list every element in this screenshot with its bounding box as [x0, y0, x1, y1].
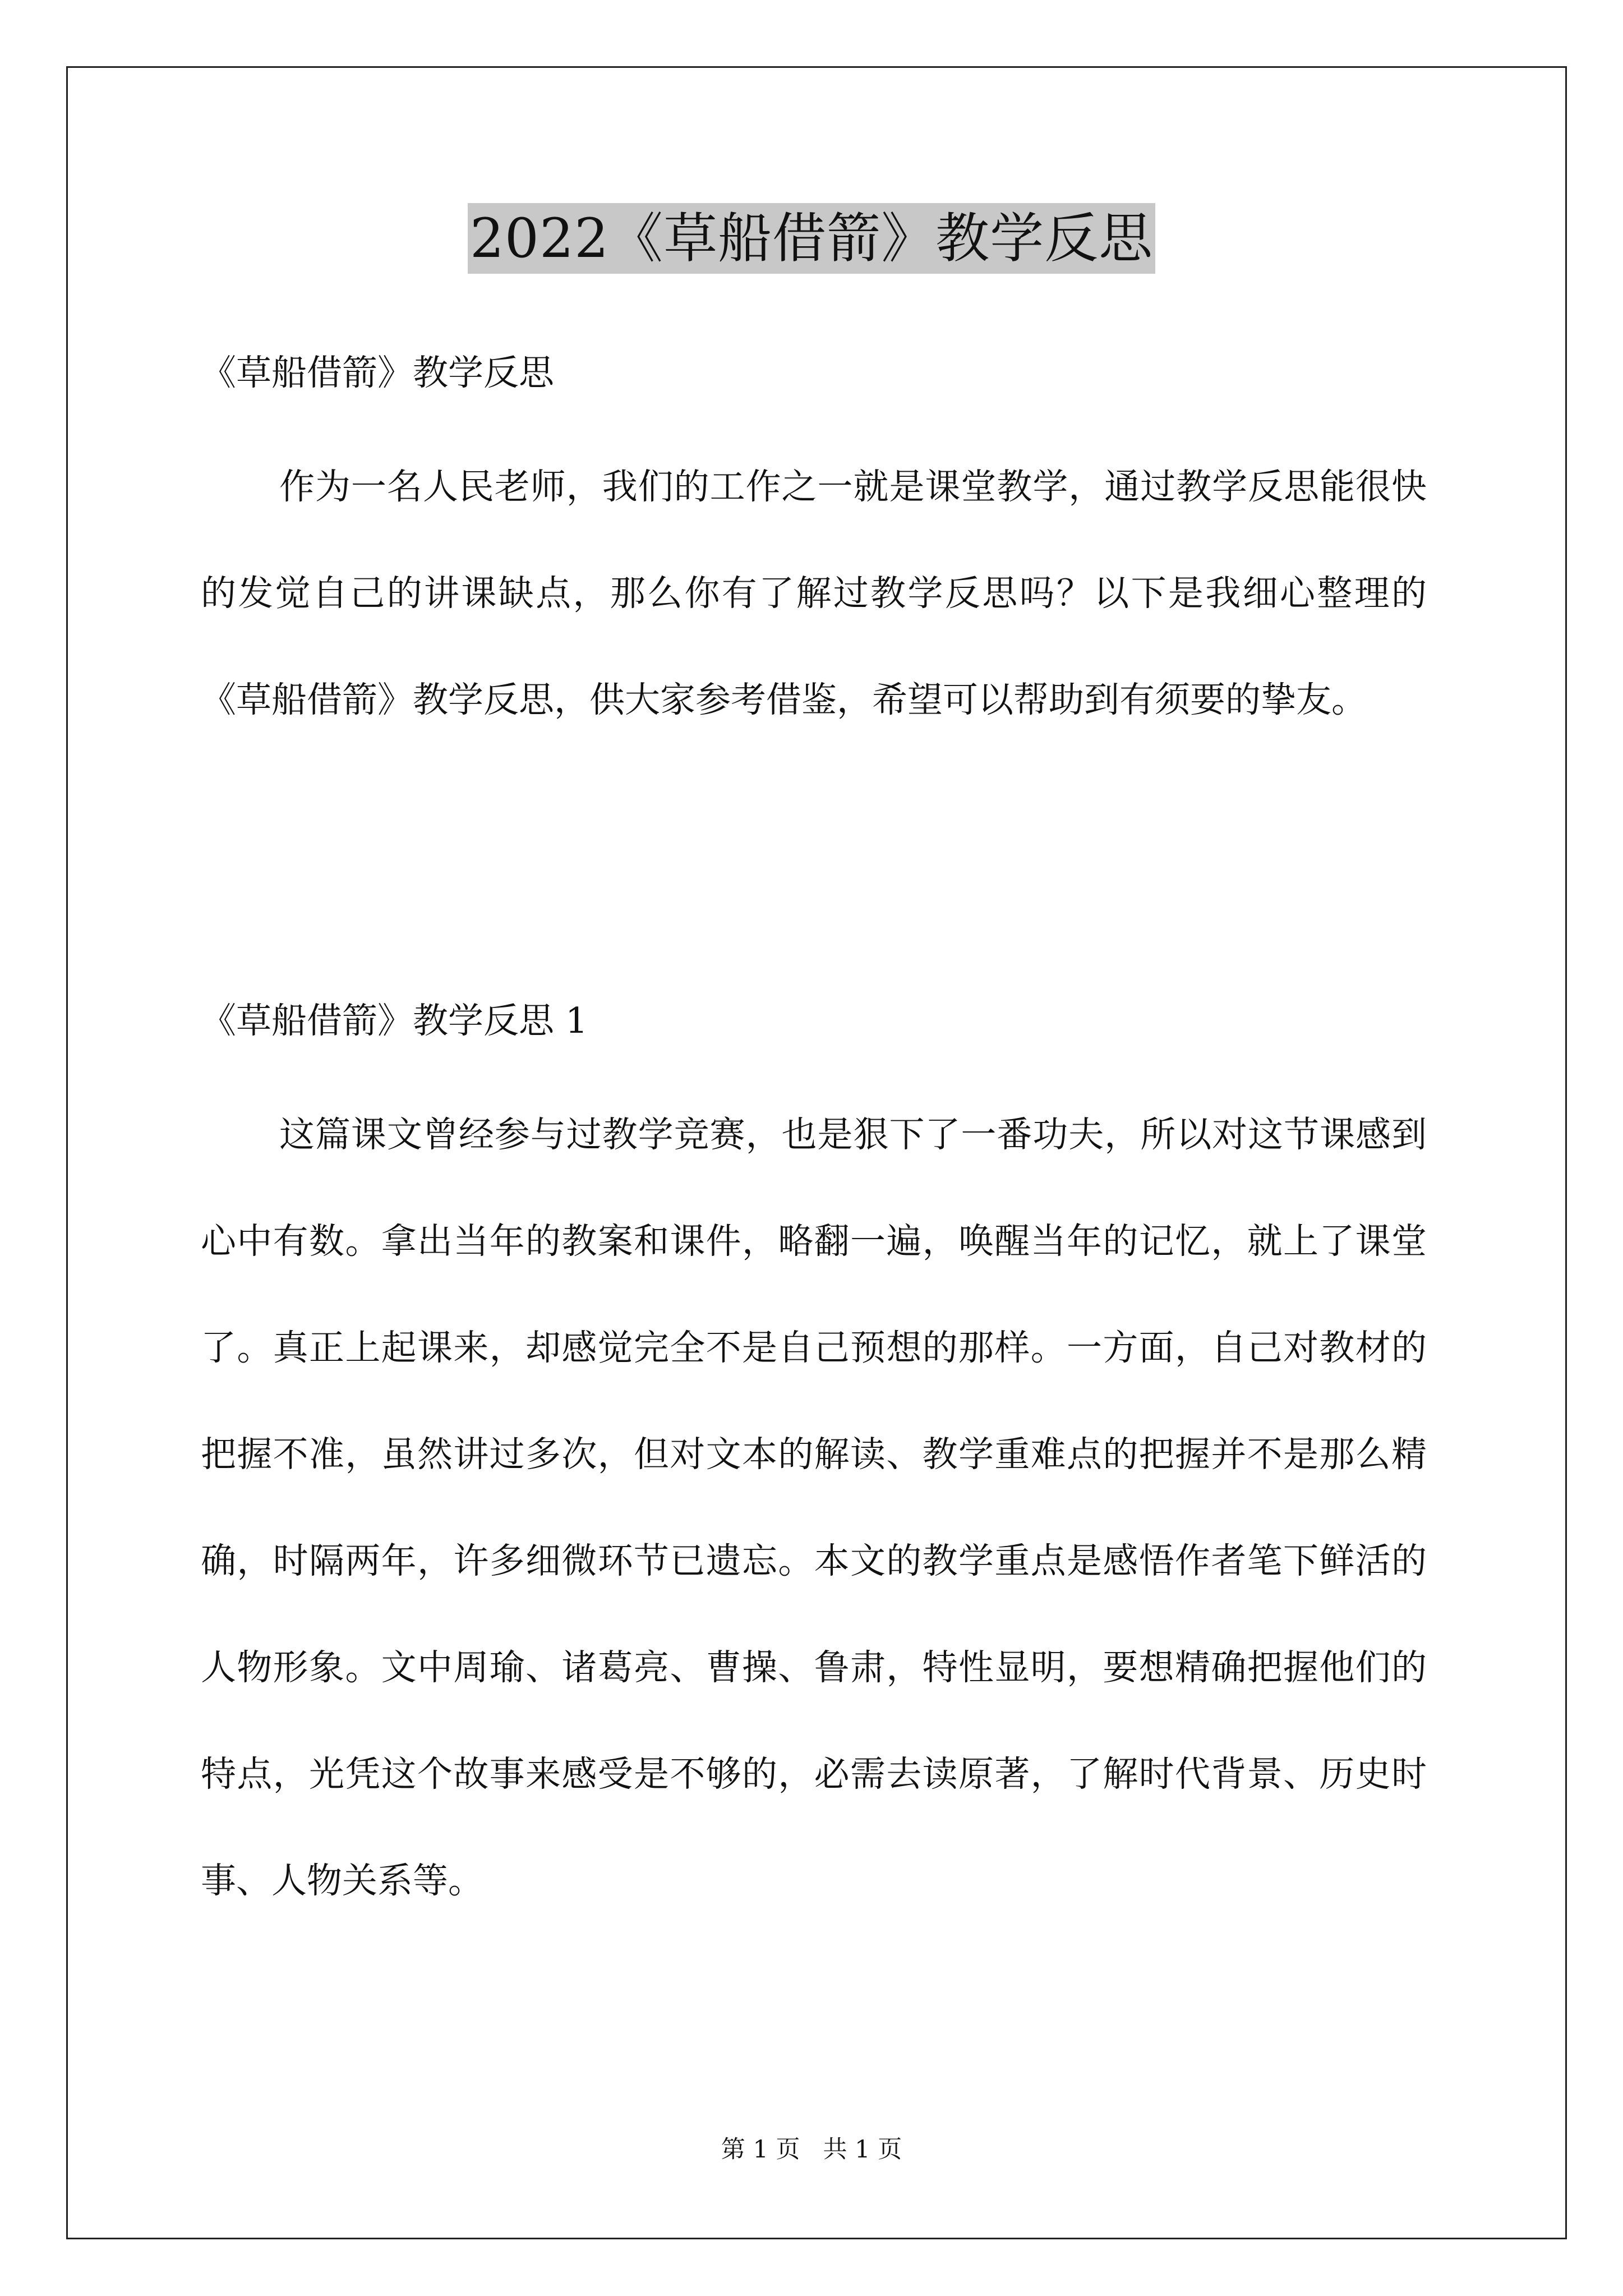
- page-footer: 第 1 页 共 1 页: [721, 2136, 902, 2164]
- section1-heading: 《草船借箭》教学反思 1: [201, 1000, 588, 1041]
- section1-paragraph: 这篇课文曾经参与过教学竞赛，也是狠下了一番功夫，所以对这节课感到心中有数。拿出当年的教案和课件，略翻一遍，唤醒当年的记忆，就上了课堂了。真正上起课来，却感觉完全不是自己预想的那样。一方面，自己对教材的把握不准，虽然讲过多次，但对文本的解读、教学重难点的把握并不是那么精确，时隔两年，许多细微环节已遗忘。本文的教学重点是感悟作者笔下鲜活的人物形象。文中周瑜、诸葛亮、曹操、鲁肃，特性显明，要想精确把握他们的特点，光凭这个故事来感受是不够的，必需去读原著，了解时代背景、历史时事、人物关系等。: [201, 1114, 1427, 1901]
- intro-heading: 《草船借箭》教学反思: [201, 352, 554, 393]
- document-title: 2022《草船借箭》教学反思: [468, 203, 1155, 274]
- intro-paragraph: 作为一名人民老师，我们的工作之一就是课堂教学，通过教学反思能很快的发觉自己的讲课缺点，那么你有了解过教学反思吗？以下是我细心整理的《草船借箭》教学反思，供大家参考借鉴，希望可以帮助到有须要的挚友。: [201, 466, 1427, 720]
- title-container: [0, 203, 1623, 274]
